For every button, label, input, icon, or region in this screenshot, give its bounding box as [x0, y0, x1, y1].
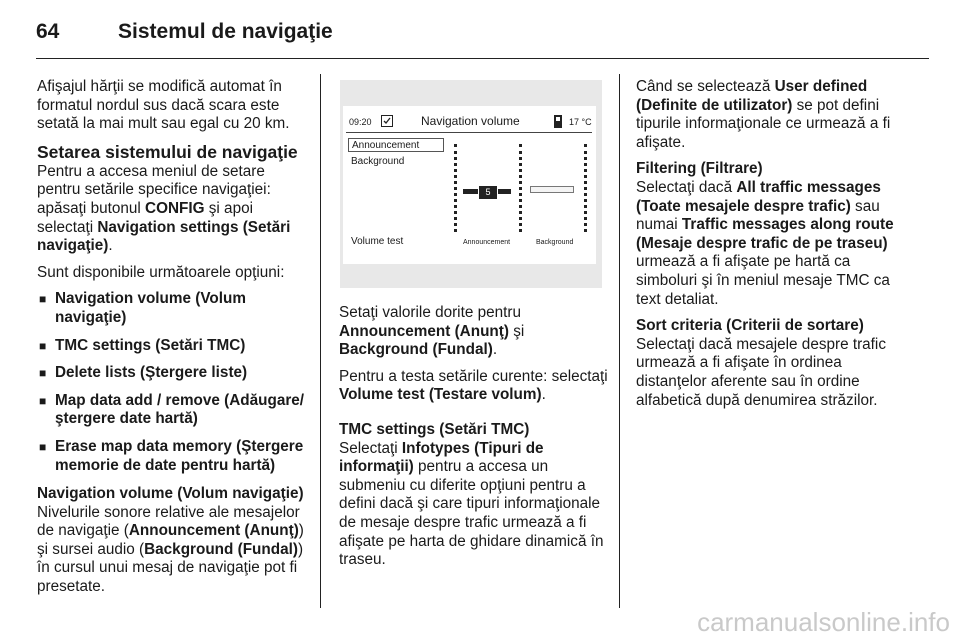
page-number: 64 [36, 20, 60, 43]
navigation-volume-screen [343, 106, 596, 264]
label-background: Background [536, 239, 574, 246]
background-slider[interactable] [530, 186, 574, 193]
menu-item-background[interactable]: Background [351, 156, 405, 167]
header-divider [36, 58, 929, 59]
announcement-slider-knob[interactable]: 5 [478, 185, 498, 200]
list-item: ■ Navigation volume (Volum navigaţie) [37, 290, 307, 327]
list-item: ■ TMC settings (Setări TMC) [37, 337, 307, 356]
intro-paragraph: Afişajul hărţii se modifică automat în formatul nordul sus dacă scara este setată la mai mult sau egal cu 20 km. [37, 78, 290, 133]
sort-paragraph: Selectaţi dacă mesajele despre trafic urmează a fi afişate în ordinea distanţelor aferente sau în ordine alfabetică după denumirea străzilor. [636, 335, 886, 409]
options-intro: Sunt disponibile următoarele opţiuni: [37, 263, 285, 281]
nav-settings-label: Navigation settings (Setări navigaţie) [37, 218, 291, 255]
back-icon [381, 115, 393, 127]
screen-figure [340, 80, 602, 288]
column-divider-left [320, 74, 321, 608]
page-title: Sistemul de navigaţie [118, 20, 333, 43]
title-bar-divider [346, 132, 592, 133]
test-paragraph: Pentru a testa setările curente: selectaţi Volume test (Testare volum). [339, 367, 608, 404]
navvol-heading: Navigation volume (Volum navigaţie) [37, 485, 304, 503]
menu-item-announcement[interactable]: Announcement [348, 138, 444, 152]
sort-heading: Sort criteria (Criterii de sortare) [636, 317, 864, 335]
menu-item-volume-test[interactable]: Volume test [351, 236, 404, 247]
navvol-paragraph: Nivelurile sonore relative ale mesajelor de navigaţie (Announcement (Anunţ)) şi sursei audio (Background (Fundal)) în cursul unui mesaj de navigaţie pot fi presetate. [37, 503, 304, 596]
list-item: ■ Map data add / remove (Adăugare/ ştergere date hartă) [37, 392, 307, 429]
page-header [36, 14, 926, 54]
set-values-paragraph: Setaţi valorile dorite pentru Announcement (Anunţ) şi Background (Fundal). [339, 304, 525, 359]
screen-title: Navigation volume [421, 114, 520, 128]
list-item: ■ Erase map data memory (Ştergere memorie de date pentru hartă) [37, 438, 307, 475]
temperature: 17 °C [569, 117, 592, 127]
column-divider-right [619, 74, 620, 608]
column-left [37, 78, 307, 605]
filtering-heading: Filtering (Filtrare) [636, 160, 763, 178]
options-list [37, 290, 307, 475]
label-announcement: Announcement [463, 239, 511, 246]
setup-paragraph: Pentru a accesa meniul de setare pentru setările specifice navigaţiei: apăsaţi butonul CONFIG şi apoi selectaţi Navigation settings (Setări navigaţie). [37, 162, 291, 255]
dotted-guide [584, 144, 590, 232]
list-item: ■ Delete lists (Ştergere liste) [37, 364, 307, 383]
clock: 09:20 [349, 117, 372, 127]
dotted-guide [519, 144, 525, 232]
setup-heading: Setarea sistemului de navigaţie [37, 141, 298, 162]
config-button-label: CONFIG [145, 199, 205, 217]
column-right [636, 78, 904, 418]
filtering-paragraph: Selectaţi dacă All traffic messages (Toate mesajele despre trafic) sau numai Traffic messages along route (Mesaje despre trafic de pe traseu) urmează a fi afişate pe hartă ca simboluri şi în meniul mesaje TMC ca text detaliat. [636, 178, 894, 308]
tmc-paragraph: Selectaţi Infotypes (Tipuri de informaţii) pentru a accesa un submeniu cu diferite opţiuni pentru a defini dacă şi care tipuri informaţionale de mesaje despre trafic urmează a fi afişate pe harta de ghidare dinamică în traseu. [339, 439, 604, 569]
watermark: carmanualsonline.info [697, 607, 950, 637]
tmc-heading: TMC settings (Setări TMC) [339, 420, 530, 438]
dotted-guide [454, 144, 460, 232]
phone-icon [553, 115, 565, 128]
column-middle [339, 304, 609, 578]
user-defined-paragraph: Când se selectează User defined (Definite de utilizator) se pot defini tipurile informaţionale ce urmează a fi afişate. [636, 78, 891, 151]
